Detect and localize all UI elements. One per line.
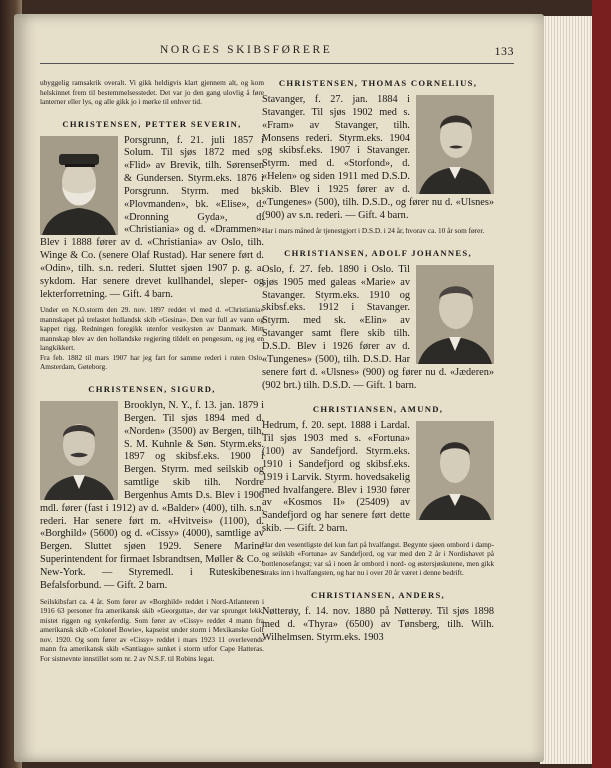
page-number: 133 [494, 44, 514, 58]
entry-body: Oslo, f. 27. feb. 1890 i Oslo. Til sjøs 1905 med galeas «Marie» av Stavanger. Styrm.eks. 1910 og skibsf.eks. 1912 i Stavanger. Styrm. med sk. «Elin» av Stavanger samt flere skib tilh. D.S.D. Blev i 1926 fører av d. «Tungenes» (500), tilh. D.S.D. Har senere ført d. «Ulsnes» (900) og fører nu d. «Jæderen» (902 brt.) tilh. D.S.D. — Gift. 1 barn. [262, 263, 494, 391]
intro-text: ubyggelig ramsakrik overalt. Vi gikk heldigvis klart gjennem alt, og kom helskinnet frem til bestemmelsesstedet. Det var jo den gang ulovlig å føre lanterner eller lys, og alle gikk jo i mørke til enhver tid. [40, 78, 264, 106]
entry-body: Stavanger, f. 27. jan. 1884 i Stavanger. Til sjøs 1902 med s. «Fram» av Stavanger, tilh. Monsens rederi. Styrm.eks. 1904 og skibsf.eks. 1907 i Stavanger. Styrm. med d. «Storfond», d. «Helen» og siden 1911 med D.S.D. skib. Blev i 1925 fører av d. «Tungenes» (500), tilh. D.S.D., og fører nu d. «Ulsnes» (900) av s.n. rederi. — Gift. 4 barn. [262, 94, 494, 221]
left-column [40, 78, 264, 663]
right-column [262, 78, 494, 645]
entry-body: Hedrum, f. 20. sept. 1888 i Lardal. Til sjøs 1903 med s. «Fortuna» (100) av Sandefjord. Styrm.eks. 1910 i Sandefjord og skibsf.eks. 1919 i Larvik. Styrm. hovedsakelig med hvalfangere. Blev i 1930 fører av «Kosmos II» (25409) av Sandefjord og har senere ført dette skib. — Gift. 2 barn. [262, 420, 410, 535]
entry-name: CHRISTENSEN, PETTER SEVERIN, [62, 118, 242, 129]
book-cover-edge [592, 0, 611, 768]
entry-name: CHRISTENSEN, SIGURD, [88, 383, 216, 394]
portrait-petter-severin [40, 136, 118, 235]
entry-body: Porsgrunn, f. 21. juli 1857 i Solum. Til sjøs 1872 med s. «Flid» av Brevik, tilh. Sørensen & Gundersen. Styrm.eks. 1876 i Porsgrunn. Styrm. med bk. «Plovmanden», bk. «Elise», d. «Dronning Gyda», d. «Christiania» og d. «Drammen». Blev i 1888 fører av d. «Christiania» av Oslo, tilh. Winge & Co. (senere Olaf Rustad). Har senere ført d. «Odin», tilh. s.n. rederi. Sluttet sjøen 1907 p. g. a. sykdom. Har senere drevet kullhandel, sleper- og lekterforretning. — Gift. 4 barn. [40, 134, 264, 300]
portrait-thomas-cornelius [416, 95, 494, 194]
portrait-amund [416, 421, 494, 520]
portrait-sigurd [40, 401, 118, 500]
entry-note: Fra feb. 1882 til mars 1907 har jeg fart for samme rederi i ruten Oslo, Amsterdam, Gøteborg. [40, 352, 264, 372]
running-title: NORGES SKIBSFØRERE [160, 44, 333, 56]
entry-body: Brooklyn, N. Y., f. 13. jan. 1879 i Bergen. Til sjøs 1894 med d. «Norden» (3500) av Bergen, tilh. S. M. Kuhnle & Søn. Styrm.eks. 1897 og skibsf.eks. 1900 i Bergen. Styrm. med seilskib og samtlige skib tilh. Nordre Bergenhus Amts D.s. Blev i 1906 mdl. fører (fast i 1912) av d. «Balder» (400), tilh. s.n. rederi. Har senere ført m. «Hvitveis» (1100), d. «Borghild» (5600) og d. «Cissy» (4000), samtlige av Bergen. Sluttet sjøen 1929. Senere Marine Superintendent for firmaet Isbrandtsen, Møller & Co., New-York. — Styremedl. i Ruteskibenes Befalsforbund. — Gift. 2 barn. [40, 399, 264, 591]
entry-name: CHRISTIANSEN, ANDERS, [310, 589, 446, 600]
entry-christiansen-amund [262, 404, 494, 578]
page-edges [540, 16, 596, 764]
running-header [40, 44, 514, 58]
entry-christiansen-anders [262, 590, 494, 645]
entry-note: Under en N.O.storm den 29. nov. 1897 reddet vi med d. «Christiania» mannskapet på trelastet hollandsk skib «Gesina». Den var full av vann og kappet rigg. Redningen foregikk utenfor vestkysten av Danmark. Mitt mannskap blev av den hollandske regjering tildelt en pengesum, og jeg en langkikkert. [40, 305, 264, 353]
entry-christensen-thomas-cornelius [262, 78, 494, 236]
entry-name: CHRISTENSEN, THOMAS CORNELIUS, [278, 78, 478, 88]
entry-christensen-sigurd [40, 384, 264, 663]
entry-name: CHRISTIANSEN, AMUND, [312, 404, 444, 415]
portrait-adolf-johannes [416, 265, 494, 364]
entry-body: Nøtterøy, f. 14. nov. 1880 på Nøtterøy. Til sjøs 1898 med d. «Thyra» (6500) av Tønsberg, tilh. Wilh. Wilhelmsen. Styrm.eks. 1903 [262, 605, 494, 643]
entry-christiansen-adolf-johannes [262, 248, 494, 392]
header-rule [40, 63, 514, 64]
entry-note: Har i mars måned år tjenestgjort i D.S.D. i 24 år, hvorav ca. 10 år som fører. [262, 226, 485, 236]
entry-note: Har den vesentligste del kun fart på hvalfangst. Begynte sjøen ombord i damp- og seilskib «Fortuna» av Sandefjord, og var med den 2 år i Nordishavet på bottlenosefangst; var så i noen år ombord i nord- og østersjøskutene, men gikk straks inn i hvalfangsten, og har nu i over 20 år været i denne bedrift. [262, 539, 494, 578]
entry-christensen-petter-severin [40, 119, 264, 372]
entry-name: CHRISTIANSEN, ADOLF JOHANNES, [284, 247, 472, 258]
entry-note: Seilskibsfart ca. 4 år. Som fører av «Borghild» reddet i Nord-Atlanteren i 1916 63 personer fra amerikansk skib «Georgutta», der var sprunget lekk, mistet riggen og synkeferdig. Som fører av «Cissy» reddet 4 mann fra amerikansk skib «Colonel Bowie», kapseist under storm i Mexikanske Golf nov. 1920. Og som fører av «Cissy» reddet i mars 1923 11 overlevende mann fra amerikansk skib «Santiago» sunket i storm utfor Cape Hatteras. For sistnevnte innstillet som nr. 2 av N.S.F. til Robins legat. [40, 596, 264, 663]
